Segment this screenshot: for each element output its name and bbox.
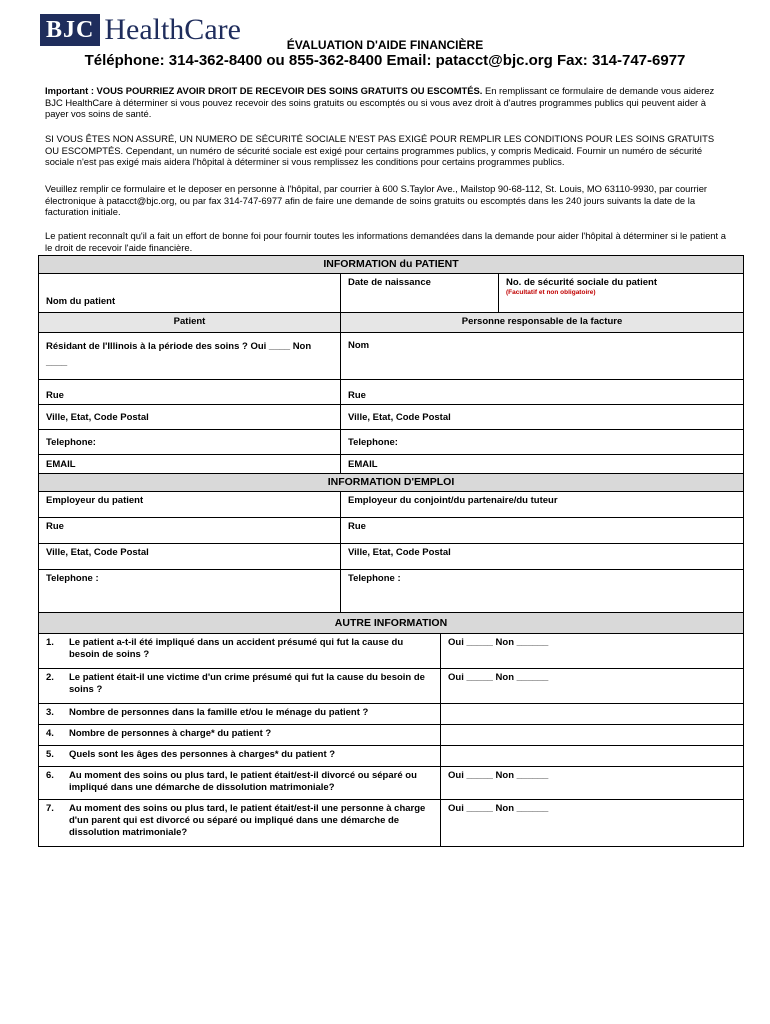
col-responsible: Personne responsable de la facture <box>461 316 623 327</box>
patient-name-field[interactable]: Nom du patient <box>39 274 341 312</box>
question-6 <box>39 767 743 800</box>
city-row <box>39 405 743 430</box>
question-number: 1. <box>46 637 54 648</box>
form-title: ÉVALUATION D'AIDE FINANCIÈRE <box>286 38 484 52</box>
patient-id-row <box>39 274 743 313</box>
patient-employer-street-field[interactable]: Rue <box>39 518 341 543</box>
question-5 <box>39 746 743 767</box>
ssn-field[interactable] <box>499 274 743 312</box>
patient-phone-field[interactable]: Telephone: <box>39 430 341 454</box>
question-2 <box>39 669 743 704</box>
illinois-resident-field[interactable]: Résidant de l'Illinois à la période des soins ? Oui ____ Non ____ <box>39 333 341 379</box>
dob-field[interactable]: Date de naissance <box>341 274 499 312</box>
answer-field[interactable] <box>441 725 743 745</box>
illinois-row <box>39 333 743 380</box>
question-number: 5. <box>46 749 54 760</box>
question-1 <box>39 634 743 669</box>
yes-no-answer[interactable]: Oui _____ Non ______ <box>448 770 549 781</box>
spouse-employer-phone-field[interactable]: Telephone : <box>348 573 401 584</box>
employer-city-row <box>39 544 743 570</box>
answer-field[interactable] <box>441 704 743 724</box>
question-number: 3. <box>46 707 54 718</box>
patient-email-field[interactable]: EMAIL <box>39 455 341 473</box>
yes-no-answer[interactable]: Oui _____ Non ______ <box>448 637 549 648</box>
question-3 <box>39 704 743 725</box>
patient-employer-field[interactable]: Employeur du patient <box>39 492 341 517</box>
patient-employer-city-field[interactable]: Ville, Etat, Code Postal <box>39 544 341 569</box>
employment-heading: INFORMATION D'EMPLOI <box>39 474 743 492</box>
logo-name: HealthCare <box>104 13 241 46</box>
ssn-note: (Facultatif et non obligatoire) <box>506 289 596 296</box>
question-text: Au moment des soins ou plus tard, le patient était/est-il une personne à charge d'un parent qui est divorcé ou séparé ou impliqué dans une démarche de dissolution matrimoniale? <box>67 800 441 846</box>
intro-important-text: En remplissant ce formulaire de demande vous aiderez BJC HealthCare à déterminer si vous pouvez recevoir des soins gratuits ou escomptés ou si vous avez droit à d'autres programmes publics qui peuvent aider à payer vos soins de santé. <box>45 85 715 119</box>
spouse-employer-city-field[interactable]: Ville, Etat, Code Postal <box>348 547 451 558</box>
question-4 <box>39 725 743 746</box>
yes-no-answer[interactable]: Oui _____ Non ______ <box>448 803 549 814</box>
employer-street-row <box>39 518 743 544</box>
spouse-employer-field[interactable]: Employeur du conjoint/du partenaire/du tuteur <box>348 495 558 506</box>
other-info-heading: AUTRE INFORMATION <box>39 613 743 634</box>
email-row <box>39 455 743 474</box>
answer-field[interactable] <box>441 746 743 766</box>
patient-info-heading: INFORMATION du PATIENT <box>39 256 743 274</box>
question-7 <box>39 800 743 846</box>
patient-city-field[interactable]: Ville, Etat, Code Postal <box>39 405 341 429</box>
employer-phone-row <box>39 570 743 613</box>
question-number: 4. <box>46 728 54 739</box>
patient-employer-phone-field[interactable]: Telephone : <box>39 570 341 612</box>
responsible-email-field[interactable]: EMAIL <box>348 459 378 470</box>
ssn-label: No. de sécurité sociale du patient <box>506 277 657 288</box>
application-form <box>38 255 744 847</box>
phone-row <box>39 430 743 455</box>
question-number: 6. <box>46 770 54 781</box>
intro-important <box>45 85 730 120</box>
contact-line: Téléphone: 314-362-8400 ou 855-362-8400 Email: patacct@bjc.org Fax: 314-747-6977 <box>84 52 686 69</box>
responsible-city-field[interactable]: Ville, Etat, Code Postal <box>348 412 451 423</box>
question-text: Le patient a-t-il été impliqué dans un accident présumé qui fut la cause du besoin de soins ? <box>67 634 441 668</box>
question-text: Le patient était-il une victime d'un crime présumé qui fut la cause du besoin de soins ? <box>67 669 441 703</box>
col-patient: Patient <box>39 313 341 332</box>
intro-submission: Veuillez remplir ce formulaire et le deposer en personne à l'hôpital, par courrier à 600 S.Taylor Ave., Mailstop 90-68-112, St. Louis, MO 63110-9930, par courrier électronique à patacct@bjc.org, ou par fax 314-747-6977 afin de faire une demande de soins gratuits ou escomptés dans les 240 jours suivants la date de la facturation initiale. <box>45 183 708 217</box>
patient-columns-header <box>39 313 743 333</box>
street-row <box>39 380 743 405</box>
responsible-name-field[interactable]: Nom <box>348 340 370 351</box>
employer-row <box>39 492 743 518</box>
logo-abbr: BJC <box>40 14 100 46</box>
intro-uninsured: SI VOUS ÊTES NON ASSURÉ, UN NUMERO DE SÉCURITÉ SOCIALE N'EST PAS EXIGÉ POUR REMPLIR LES CONDITIONS POUR LES SOINS GRATUITS OU ESCOMPTÉS. Cependant, un numéro de sécurité sociale est exigé pour certains programmes publics, y compris Medicaid. Fournir un numéro de sécurité sociale n'est pas exigé mais aidera l'hôpital à déterminer si vous remplissez les conditions pour certains programmes publics. <box>45 133 715 167</box>
question-text: Nombre de personnes à charge* du patient ? <box>67 725 441 745</box>
intro-acknowledgement: Le patient reconnaît qu'il a fait un effort de bonne foi pour fournir toutes les informations demandées dans la demande pour aider l'hôpital à déterminer si le patient a le droit de recevoir l'aide financière. <box>45 230 726 253</box>
responsible-phone-field[interactable]: Telephone: <box>348 437 398 448</box>
question-number: 2. <box>46 672 54 683</box>
patient-street-field[interactable]: Rue <box>39 380 341 404</box>
responsible-street-field[interactable]: Rue <box>348 390 366 401</box>
spouse-employer-street-field[interactable]: Rue <box>348 521 366 532</box>
question-number: 7. <box>46 803 54 814</box>
intro-important-bold: Important : VOUS POURRIEZ AVOIR DROIT DE RECEVOIR DES SOINS GRATUITS OU ESCOMTÉS. <box>45 85 483 96</box>
question-text: Nombre de personnes dans la famille et/ou le ménage du patient ? <box>67 704 441 724</box>
question-text: Quels sont les âges des personnes à charges* du patient ? <box>67 746 441 766</box>
yes-no-answer[interactable]: Oui _____ Non ______ <box>448 672 549 683</box>
question-text: Au moment des soins ou plus tard, le patient était/est-il divorcé ou séparé ou impliqué dans une démarche de dissolution matrimoniale? <box>67 767 441 799</box>
